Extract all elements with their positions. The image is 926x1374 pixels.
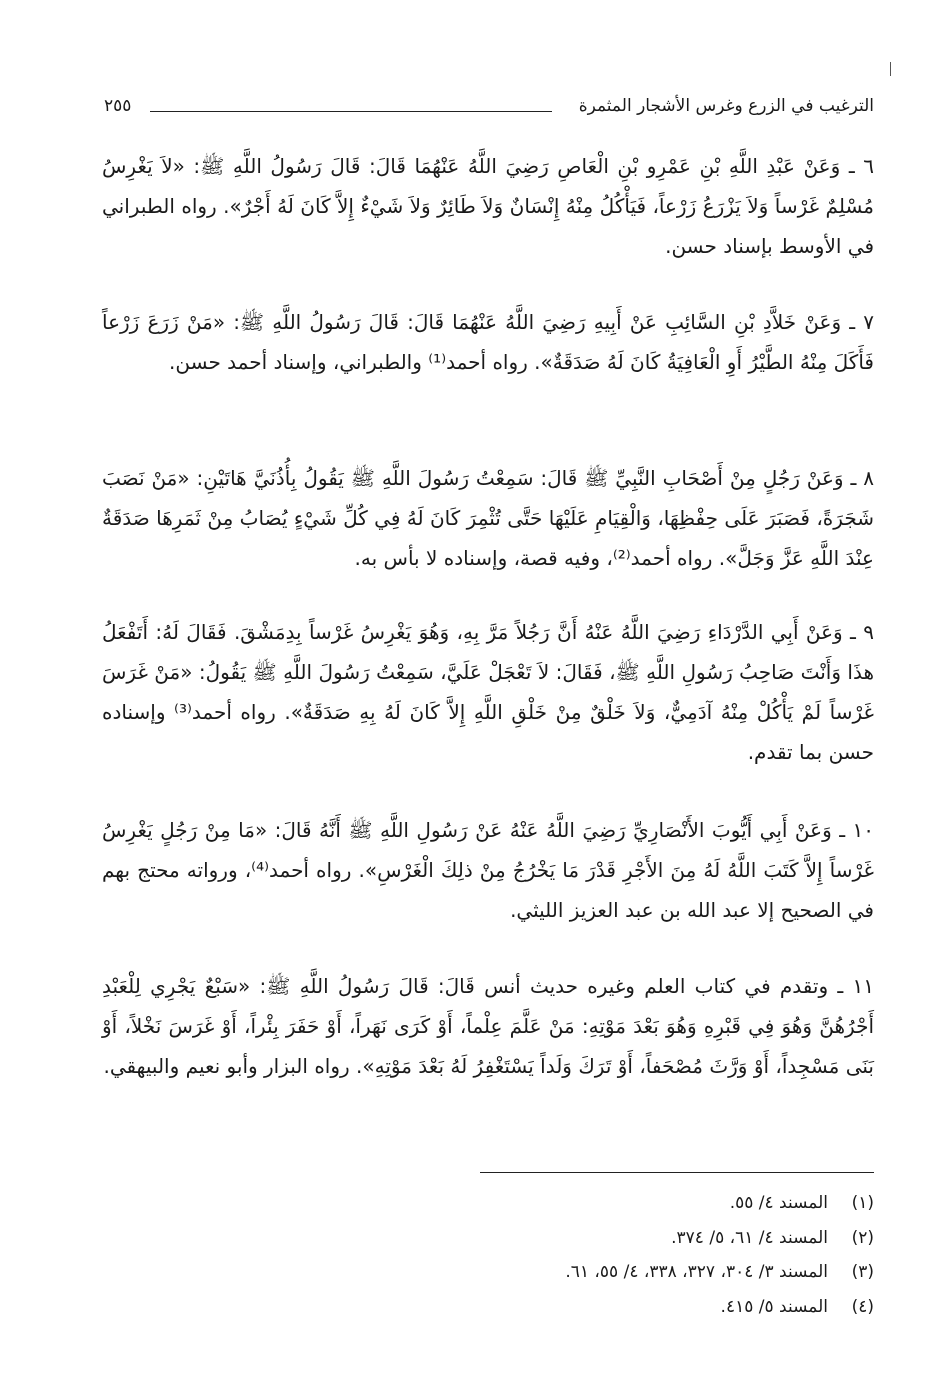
hadith-text: ٩ ـ وَعَنْ أَبِي الدَّرْدَاءِ رَضِيَ اللَّهُ عَنْهُ أَنَّ رَجُلاً مَرَّ بِهِ، وَهُوَ يَغْرِسُ غَرْساً بِدِمَشْقَ. فَقَالَ لَهُ: أَتَفْعَلُ هذَا وَأَنْتَ صَاحِبُ رَسُولِ اللَّهِ ﷺ، فَقَالَ: لاَ تَعْجَلْ عَلَيَّ، سَمِعْتُ رَسُولَ اللَّهِ ﷺ يَقُولُ: «مَنْ غَرَسَ غَرْساً لَمْ يَأْكُلْ مِنْهُ آدَمِيٌّ، وَلاَ خَلْقٌ مِنْ خَلْقِ اللَّهِ إِلاَّ كَانَ لَهُ بِهِ صَدَقَةٌ». رواه أحمد⁽³⁾ وإسناده حسن بما تقدم. — [102, 620, 874, 764]
hadith-text: ١١ ـ وتقدم في كتاب العلم وغيره حديث أنس قَالَ: قَالَ رَسُولُ اللَّهِ ﷺ: «سَبْعٌ يَجْرِي لِلْعَبْدِ أَجْرُهُنَّ وَهُوَ فِي قَبْرِهِ وَهُوَ بَعْدَ مَوْتِهِ: مَنْ عَلَّمَ عِلْماً، أَوْ كَرَى نَهَراً، أَوْ حَفَرَ بِئْراً، أَوْ غَرَسَ نَخْلاً، أَوْ بَنَى مَسْجِداً، أَوْ وَرَّثَ مُصْحَفاً، أَوْ تَرَكَ وَلَداً يَسْتَغْفِرُ لَهُ بَعْدَ مَوْتِهِ». رواه البزار وأبو نعيم والبيهقي. — [102, 974, 874, 1078]
page-number: ٢٥٥ — [104, 96, 132, 116]
footnotes — [300, 1186, 874, 1324]
footnote-text: المسند ٤/ ٥٥. — [729, 1193, 828, 1213]
running-title: الترغيب في الزرع وغرس الأشجار المثمرة — [578, 96, 874, 116]
hadith-10 — [102, 810, 874, 930]
hadith-8 — [102, 458, 874, 578]
header-rule — [150, 111, 552, 112]
running-header — [104, 92, 874, 122]
hadith-9 — [102, 612, 874, 772]
footnote-text: المسند ٤/ ٦١، ٥/ ٣٧٤. — [671, 1227, 828, 1248]
footnote-2 — [300, 1221, 874, 1256]
footnote-rule — [480, 1172, 874, 1173]
footnote-1 — [300, 1186, 874, 1221]
footnote-number: (١) — [851, 1193, 874, 1213]
hadith-text: ٧ ـ وَعَنْ خَلاَّدِ بْنِ السَّائِبِ عَنْ أَبِيهِ رَضِيَ اللَّهُ عَنْهُمَا قَالَ: قَالَ رَسُولُ اللَّهِ ﷺ: «مَنْ زَرَعَ زَرْعاً فَأَكَلَ مِنْهُ الطَّيْرُ أَوِ الْعَافِيَةُ كَانَ لَهُ صَدَقَةٌ». رواه أحمد⁽¹⁾ والطبراني، وإسناد أحمد حسن. — [102, 310, 874, 374]
footnote-3 — [300, 1255, 874, 1290]
footnote-text: المسند ٥/ ٤١٥. — [720, 1296, 828, 1317]
margin-mark — [890, 62, 891, 76]
hadith-text: ٨ ـ وَعَنْ رَجُلٍ مِنْ أَصْحَابِ النَّبِيِّ ﷺ قَالَ: سَمِعْتُ رَسُولَ اللَّهِ ﷺ يَقُولُ بِأُذُنَيَّ هَاتَيْنِ: «مَنْ نَصَبَ شَجَرَةً، فَصَبَرَ عَلَى حِفْظِهَا، وَالْقِيَامِ عَلَيْهَا حَتَّى تُثْمِرَ كَانَ لَهُ فِي كُلِّ شَيْءٍ يُصَابُ مِنْ ثَمَرِهَا صَدَقَةٌ عِنْدَ اللَّهِ عَزَّ وَجَلَّ». رواه أحمد⁽²⁾، وفيه قصة، وإسناده لا بأس به. — [102, 466, 874, 570]
hadith-text: ٦ ـ وَعَنْ عَبْدِ اللَّهِ بْنِ عَمْرِو بْنِ الْعَاصِ رَضِيَ اللَّهُ عَنْهُمَا قَالَ: قَالَ رَسُولُ اللَّهِ ﷺ: «لاَ يَغْرِسُ مُسْلِمٌ غَرْساً وَلاَ يَزْرَعُ زَرْعاً، فَيَأْكُلُ مِنْهُ إِنْسَانٌ وَلاَ طَائِرٌ وَلاَ شَيْءٌ إِلاَّ كَانَ لَهُ أَجْرٌ». رواه الطبراني في الأوسط بإسناد حسن. — [102, 154, 874, 258]
footnote-number: (٤) — [851, 1296, 874, 1317]
footnote-4 — [300, 1290, 874, 1325]
footnote-number: (٢) — [851, 1227, 874, 1248]
footnote-text: المسند ٣/ ٣٠٤، ٣٢٧، ٣٣٨، ٤/ ٥٥، ٦١. — [565, 1262, 828, 1282]
hadith-text: ١٠ ـ وَعَنْ أَبِي أَيُّوبَ الأَنْصَارِيِّ رَضِيَ اللَّهُ عَنْهُ عَنْ رَسُولِ اللَّهِ ﷺ أَنَّهُ قَالَ: «مَا مِنْ رَجُلٍ يَغْرِسُ غَرْساً إِلاَّ كَتَبَ اللَّهُ لَهُ مِنَ الأَجْرِ قَدْرَ مَا يَخْرُجُ مِنْ ذلِكَ الْغَرْسِ». رواه أحمد⁽⁴⁾، ورواته محتج بهم في الصحيح إلا عبد الله بن عبد العزيز الليثي. — [102, 818, 874, 922]
hadith-7 — [102, 302, 874, 382]
hadith-6 — [102, 146, 874, 266]
hadith-11 — [102, 966, 874, 1086]
footnote-number: (٣) — [851, 1262, 874, 1282]
